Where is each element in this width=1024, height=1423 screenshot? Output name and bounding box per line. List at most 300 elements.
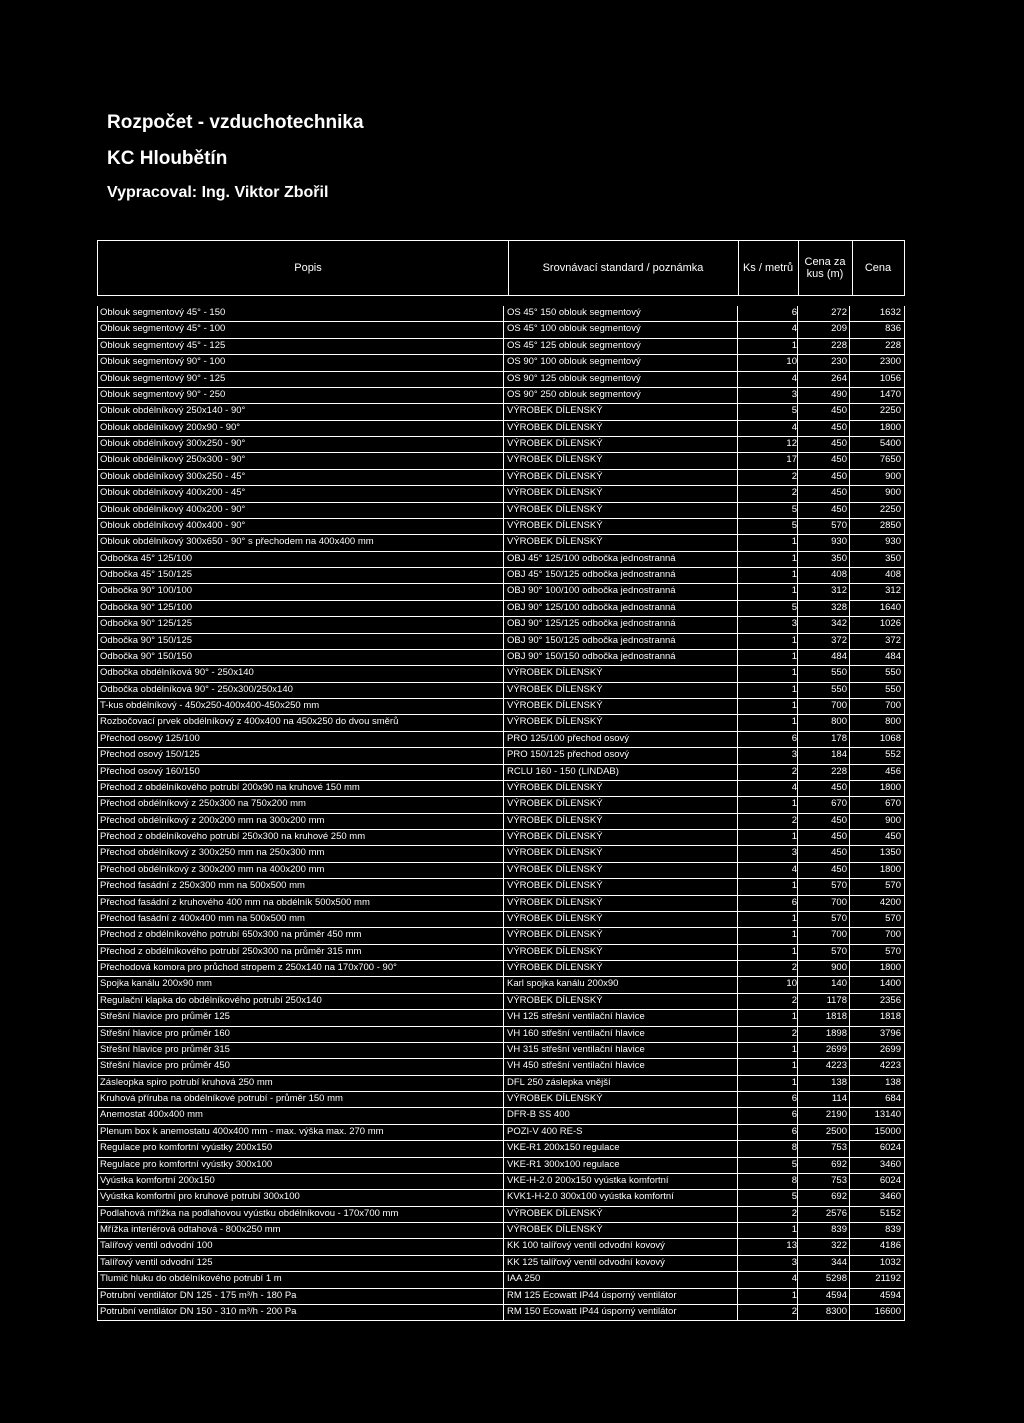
table-row bbox=[97, 1256, 905, 1272]
cell-popis: Odbočka 90° 150/125 bbox=[100, 634, 193, 646]
cell-standard: VÝROBEK DÍLENSKÝ bbox=[507, 519, 603, 531]
cell-popis: Oblouk segmentový 90° - 100 bbox=[100, 356, 226, 368]
cell-standard: VÝROBEK DÍLENSKÝ bbox=[507, 814, 603, 826]
table-row bbox=[97, 339, 905, 355]
cell-standard: VH 450 střešní ventilační hlavice bbox=[507, 1060, 645, 1072]
cell-popis: Přechod z obdélníkového potrubí 250x300 na kruhové 250 mm bbox=[100, 831, 366, 842]
cell-standard: VÝROBEK DÍLENSKÝ bbox=[507, 438, 603, 449]
cell-cena-za: 692 bbox=[831, 1158, 847, 1170]
cell-cena-za: 184 bbox=[831, 749, 847, 761]
cell-standard: OBJ 90° 150/150 odbočka jednostranná bbox=[507, 650, 676, 662]
cell-ks: 5 bbox=[791, 1191, 797, 1203]
cell-popis: Plenum box k anemostatu 400x400 mm - max. výška max. 270 mm bbox=[100, 1125, 384, 1137]
cell-cena: 5400 bbox=[879, 438, 901, 449]
table-row bbox=[97, 1239, 905, 1255]
cell-cena-za: 930 bbox=[831, 536, 847, 548]
table-row bbox=[97, 650, 905, 666]
cell-cena: 3460 bbox=[879, 1191, 901, 1203]
cell-cena-za: 350 bbox=[831, 552, 847, 564]
cell-cena-za: 450 bbox=[831, 781, 847, 793]
cell-popis: Střešní hlavice pro průměr 160 bbox=[100, 1027, 230, 1039]
table-row bbox=[97, 666, 905, 682]
cell-popis: Kruhová příruba na obdélníkové potrubí - průměr 150 mm bbox=[100, 1093, 343, 1104]
cell-cena-za: 550 bbox=[831, 683, 847, 695]
header-ks: Ks / metrů bbox=[742, 262, 794, 274]
cell-ks: 1 bbox=[791, 945, 797, 957]
cell-standard: VÝROBEK DÍLENSKÝ bbox=[507, 863, 603, 875]
cell-ks: 10 bbox=[786, 978, 797, 990]
cell-standard: VÝROBEK DÍLENSKÝ bbox=[507, 470, 603, 482]
cell-standard: OS 45° 150 oblouk segmentový bbox=[507, 307, 641, 318]
cell-cena: 836 bbox=[885, 323, 901, 335]
cell-cena-za: 1818 bbox=[825, 1011, 847, 1023]
cell-popis: Odbočka 90° 125/100 bbox=[100, 601, 193, 613]
table-row bbox=[97, 830, 905, 846]
cell-ks: 2 bbox=[791, 814, 797, 826]
table-row bbox=[97, 863, 905, 879]
cell-cena: 2300 bbox=[879, 356, 901, 368]
cell-ks: 1 bbox=[791, 1076, 797, 1088]
cell-popis: Oblouk segmentový 45° - 125 bbox=[100, 339, 226, 351]
cell-standard: OBJ 45° 125/100 odbočka jednostranná bbox=[507, 552, 676, 564]
cell-standard: RCLU 160 - 150 (LINDAB) bbox=[507, 765, 619, 777]
cell-standard: VÝROBEK DÍLENSKÝ bbox=[507, 896, 603, 908]
cell-standard: IAA 250 bbox=[507, 1273, 541, 1285]
cell-popis: Anemostat 400x400 mm bbox=[100, 1109, 203, 1121]
cell-ks: 1 bbox=[791, 716, 797, 728]
cell-ks: 3 bbox=[791, 847, 797, 859]
cell-cena: 6024 bbox=[879, 1174, 901, 1186]
cell-ks: 1 bbox=[791, 1043, 797, 1055]
cell-cena-za: 140 bbox=[831, 978, 847, 990]
cell-cena-za: 450 bbox=[831, 814, 847, 826]
table-row bbox=[97, 568, 905, 584]
table-row bbox=[97, 535, 905, 551]
cell-ks: 3 bbox=[791, 618, 797, 630]
cell-standard: PRO 125/100 přechod osový bbox=[507, 732, 629, 744]
cell-cena-za: 344 bbox=[831, 1256, 847, 1268]
document-title: Rozpočet - vzduchotechnika bbox=[107, 112, 364, 133]
cell-standard: PRO 150/125 přechod osový bbox=[507, 749, 629, 761]
cell-cena-za: 2190 bbox=[825, 1109, 847, 1121]
cell-ks: 5 bbox=[791, 519, 797, 531]
table-row bbox=[97, 732, 905, 748]
cell-cena: 4594 bbox=[879, 1289, 901, 1301]
cell-cena: 839 bbox=[885, 1224, 901, 1235]
cell-standard: VÝROBEK DÍLENSKÝ bbox=[507, 716, 603, 728]
cell-cena: 6024 bbox=[879, 1142, 901, 1154]
cell-ks: 4 bbox=[791, 1273, 797, 1285]
cell-cena: 5152 bbox=[879, 1207, 901, 1219]
cell-standard: OS 90° 100 oblouk segmentový bbox=[507, 356, 641, 368]
cell-ks: 17 bbox=[786, 454, 797, 466]
cell-cena: 350 bbox=[885, 552, 901, 564]
table-row bbox=[97, 797, 905, 813]
cell-standard: VH 315 střešní ventilační hlavice bbox=[507, 1043, 645, 1055]
cell-cena-za: 138 bbox=[831, 1076, 847, 1088]
table-row bbox=[97, 994, 905, 1010]
cell-cena: 552 bbox=[885, 749, 901, 761]
cell-ks: 1 bbox=[791, 912, 797, 924]
cell-popis: Střešní hlavice pro průměr 450 bbox=[100, 1060, 230, 1072]
cell-cena-za: 450 bbox=[831, 831, 847, 842]
cell-standard: OBJ 90° 100/100 odbočka jednostranná bbox=[507, 585, 676, 597]
header-cena-za: Cena za kus (m) bbox=[804, 256, 846, 280]
cell-cena-za: 408 bbox=[831, 569, 847, 580]
cell-standard: KK 100 talířový ventil odvodní kovový bbox=[507, 1240, 665, 1252]
cell-popis: Přechod osový 125/100 bbox=[100, 732, 200, 744]
cell-cena: 228 bbox=[885, 339, 901, 351]
cell-standard: OS 45° 125 oblouk segmentový bbox=[507, 339, 641, 351]
cell-cena-za: 550 bbox=[831, 667, 847, 679]
author-line: Vypracoval: Ing. Viktor Zbořil bbox=[107, 184, 329, 201]
cell-cena: 1056 bbox=[879, 372, 901, 384]
cell-cena-za: 570 bbox=[831, 880, 847, 892]
cell-cena-za: 264 bbox=[831, 372, 847, 384]
cell-popis: Střešní hlavice pro průměr 315 bbox=[100, 1043, 230, 1055]
table-row bbox=[97, 1190, 905, 1206]
header-standard: Srovnávací standard / poznámka bbox=[542, 262, 704, 274]
cell-cena-za: 484 bbox=[831, 650, 847, 662]
cell-ks: 1 bbox=[791, 798, 797, 810]
cell-cena: 550 bbox=[885, 667, 901, 679]
cell-cena-za: 450 bbox=[831, 405, 847, 417]
table-row bbox=[97, 683, 905, 699]
cell-standard: VÝROBEK DÍLENSKÝ bbox=[507, 487, 603, 499]
table-row bbox=[97, 699, 905, 715]
cell-ks: 6 bbox=[791, 732, 797, 744]
cell-cena: 1818 bbox=[879, 1011, 901, 1023]
table-row bbox=[97, 1108, 905, 1124]
cell-standard: OS 90° 250 oblouk segmentový bbox=[507, 388, 641, 400]
table-row bbox=[97, 781, 905, 797]
cell-cena: 2250 bbox=[879, 503, 901, 515]
cell-ks: 2 bbox=[791, 765, 797, 777]
cell-cena: 570 bbox=[885, 912, 901, 924]
table-row bbox=[97, 1223, 905, 1239]
cell-cena: 570 bbox=[885, 880, 901, 892]
cell-popis: Oblouk obdélníkový 300x250 - 45° bbox=[100, 470, 246, 482]
cell-cena: 7650 bbox=[879, 454, 901, 466]
cell-popis: Vyústka komfortní 200x150 bbox=[100, 1174, 215, 1186]
cell-standard: OBJ 90° 150/125 odbočka jednostranná bbox=[507, 634, 676, 646]
budget-table bbox=[97, 306, 905, 1321]
cell-cena: 372 bbox=[885, 634, 901, 646]
cell-ks: 2 bbox=[791, 1027, 797, 1039]
cell-cena-za: 800 bbox=[831, 716, 847, 728]
cell-ks: 6 bbox=[791, 1125, 797, 1137]
cell-cena-za: 8300 bbox=[825, 1305, 847, 1317]
cell-standard: Karl spojka kanálu 200x90 bbox=[507, 978, 619, 990]
cell-ks: 2 bbox=[791, 1207, 797, 1219]
cell-cena: 1032 bbox=[879, 1256, 901, 1268]
cell-standard: VÝROBEK DÍLENSKÝ bbox=[507, 945, 603, 957]
table-row bbox=[97, 503, 905, 519]
table-row bbox=[97, 1027, 905, 1043]
cell-ks: 1 bbox=[791, 634, 797, 646]
cell-ks: 1 bbox=[791, 929, 797, 941]
table-row bbox=[97, 519, 905, 535]
cell-cena: 312 bbox=[885, 585, 901, 597]
cell-standard: VÝROBEK DÍLENSKÝ bbox=[507, 847, 603, 859]
table-row bbox=[97, 1289, 905, 1305]
cell-ks: 13 bbox=[786, 1240, 797, 1252]
cell-ks: 4 bbox=[791, 323, 797, 335]
cell-popis: T-kus obdélníkový - 450x250-400x400-450x250 mm bbox=[100, 700, 320, 711]
table-row bbox=[97, 846, 905, 862]
cell-cena: 2356 bbox=[879, 994, 901, 1006]
cell-cena: 900 bbox=[885, 814, 901, 826]
cell-ks: 1 bbox=[791, 667, 797, 679]
table-row bbox=[97, 486, 905, 502]
cell-ks: 1 bbox=[791, 536, 797, 548]
cell-cena-za: 342 bbox=[831, 618, 847, 630]
cell-popis: Odbočka 90° 100/100 bbox=[100, 585, 193, 597]
cell-popis: Oblouk obdélníkový 200x90 - 90° bbox=[100, 421, 241, 433]
table-row bbox=[97, 421, 905, 437]
cell-cena-za: 114 bbox=[831, 1093, 847, 1104]
cell-standard: RM 125 Ecowatt IP44 úsporný ventilátor bbox=[507, 1289, 677, 1301]
cell-popis: Přechod osový 150/125 bbox=[100, 749, 200, 761]
table-row bbox=[97, 961, 905, 977]
cell-popis: Regulace pro komfortní vyústky 300x100 bbox=[100, 1158, 273, 1170]
cell-popis: Střešní hlavice pro průměr 125 bbox=[100, 1011, 230, 1023]
cell-ks: 2 bbox=[791, 1305, 797, 1317]
cell-standard: DFL 250 záslepka vnější bbox=[507, 1076, 611, 1088]
cell-ks: 1 bbox=[791, 683, 797, 695]
cell-cena: 700 bbox=[885, 700, 901, 711]
cell-ks: 1 bbox=[791, 880, 797, 892]
cell-cena-za: 570 bbox=[831, 519, 847, 531]
cell-popis: Rozbočovací prvek obdélníkový z 400x400 na 450x250 do dvou směrů bbox=[100, 716, 399, 728]
cell-standard: VÝROBEK DÍLENSKÝ bbox=[507, 683, 603, 695]
cell-standard: POZI-V 400 RE-S bbox=[507, 1125, 583, 1137]
cell-ks: 4 bbox=[791, 863, 797, 875]
cell-cena-za: 230 bbox=[831, 356, 847, 368]
cell-popis: Přechod fasádní z 250x300 mm na 500x500 mm bbox=[100, 880, 305, 892]
cell-popis: Odbočka 45° 150/125 bbox=[100, 569, 193, 580]
cell-standard: VÝROBEK DÍLENSKÝ bbox=[507, 421, 603, 433]
cell-cena-za: 209 bbox=[831, 323, 847, 335]
cell-cena: 4200 bbox=[879, 896, 901, 908]
table-row bbox=[97, 1092, 905, 1108]
cell-ks: 1 bbox=[791, 1289, 797, 1301]
cell-cena: 456 bbox=[885, 765, 901, 777]
cell-cena-za: 2576 bbox=[825, 1207, 847, 1219]
cell-cena-za: 570 bbox=[831, 912, 847, 924]
cell-ks: 1 bbox=[791, 585, 797, 597]
cell-cena-za: 753 bbox=[831, 1174, 847, 1186]
cell-cena: 2850 bbox=[879, 519, 901, 531]
cell-ks: 2 bbox=[791, 487, 797, 499]
cell-ks: 1 bbox=[791, 650, 797, 662]
cell-ks: 4 bbox=[791, 781, 797, 793]
cell-ks: 2 bbox=[791, 470, 797, 482]
cell-cena-za: 450 bbox=[831, 470, 847, 482]
cell-popis: Podlahová mřížka na podlahovou vyústku obdélníkovou - 170x700 mm bbox=[100, 1207, 399, 1219]
cell-standard: VÝROBEK DÍLENSKÝ bbox=[507, 405, 603, 417]
cell-cena: 16600 bbox=[874, 1305, 901, 1317]
cell-cena: 684 bbox=[885, 1093, 901, 1104]
table-row bbox=[97, 322, 905, 338]
cell-cena: 670 bbox=[885, 798, 901, 810]
cell-standard: VÝROBEK DÍLENSKÝ bbox=[507, 700, 603, 711]
table-row bbox=[97, 1076, 905, 1092]
cell-popis: Přechod z obdélníkového potrubí 250x300 na průměr 315 mm bbox=[100, 945, 362, 957]
cell-popis: Oblouk segmentový 45° - 100 bbox=[100, 323, 226, 335]
cell-cena-za: 839 bbox=[831, 1224, 847, 1235]
cell-cena: 3460 bbox=[879, 1158, 901, 1170]
cell-cena: 900 bbox=[885, 487, 901, 499]
table-row bbox=[97, 1158, 905, 1174]
cell-cena: 4223 bbox=[879, 1060, 901, 1072]
table-row bbox=[97, 404, 905, 420]
cell-standard: VÝROBEK DÍLENSKÝ bbox=[507, 798, 603, 810]
cell-standard: VÝROBEK DÍLENSKÝ bbox=[507, 781, 603, 793]
table-row bbox=[97, 896, 905, 912]
table-row bbox=[97, 388, 905, 404]
table-row bbox=[97, 977, 905, 993]
cell-popis: Přechod obdélníkový z 300x200 mm na 400x200 mm bbox=[100, 863, 325, 875]
table-row bbox=[97, 437, 905, 453]
table-row bbox=[97, 355, 905, 371]
cell-cena-za: 372 bbox=[831, 634, 847, 646]
cell-cena: 13140 bbox=[874, 1109, 901, 1121]
cell-popis: Tlumič hluku do obdélníkového potrubí 1 m bbox=[100, 1273, 282, 1285]
cell-popis: Přechod z obdélníkového potrubí 200x90 na kruhové 150 mm bbox=[100, 781, 360, 793]
cell-cena-za: 1178 bbox=[826, 994, 847, 1006]
cell-popis: Odbočka 45° 125/100 bbox=[100, 552, 193, 564]
cell-cena: 21192 bbox=[875, 1273, 901, 1285]
cell-ks: 1 bbox=[791, 700, 797, 711]
table-row bbox=[97, 928, 905, 944]
cell-cena: 450 bbox=[885, 831, 901, 842]
cell-popis: Odbočka 90° 150/150 bbox=[100, 650, 193, 662]
table-row bbox=[97, 1125, 905, 1141]
cell-ks: 3 bbox=[791, 749, 797, 761]
cell-popis: Oblouk segmentový 90° - 250 bbox=[100, 388, 226, 400]
cell-popis: Přechod fasádní z 400x400 mm na 500x500 mm bbox=[100, 912, 305, 924]
cell-cena-za: 450 bbox=[831, 438, 847, 449]
cell-ks: 1 bbox=[791, 1224, 797, 1235]
cell-standard: VÝROBEK DÍLENSKÝ bbox=[507, 880, 603, 892]
cell-popis: Oblouk segmentový 45° - 150 bbox=[100, 307, 226, 318]
cell-ks: 5 bbox=[791, 503, 797, 515]
cell-popis: Vyústka komfortní pro kruhové potrubí 300x100 bbox=[100, 1191, 300, 1203]
cell-cena: 1800 bbox=[879, 863, 901, 875]
cell-standard: VÝROBEK DÍLENSKÝ bbox=[507, 962, 603, 973]
cell-cena-za: 450 bbox=[831, 847, 847, 859]
cell-popis: Odbočka 90° 125/125 bbox=[100, 618, 193, 630]
cell-ks: 6 bbox=[791, 307, 797, 318]
cell-ks: 6 bbox=[791, 896, 797, 908]
table-row bbox=[97, 879, 905, 895]
cell-ks: 1 bbox=[791, 339, 797, 351]
table-row bbox=[97, 634, 905, 650]
cell-popis: Přechod fasádní z kruhového 400 mm na obdélník 500x500 mm bbox=[100, 896, 370, 908]
table-row bbox=[97, 1174, 905, 1190]
cell-cena-za: 322 bbox=[831, 1240, 847, 1252]
cell-cena-za: 670 bbox=[831, 798, 847, 810]
cell-popis: Regulační klapka do obdélníkového potrubí 250x140 bbox=[100, 994, 322, 1006]
cell-ks: 3 bbox=[791, 1256, 797, 1268]
table-row bbox=[97, 945, 905, 961]
cell-ks: 6 bbox=[791, 1109, 797, 1121]
cell-ks: 5 bbox=[791, 601, 797, 613]
cell-popis: Talířový ventil odvodní 125 bbox=[100, 1256, 213, 1268]
cell-popis: Přechod obdélníkový z 200x200 mm na 300x200 mm bbox=[100, 814, 325, 826]
cell-popis: Oblouk obdélníkový 250x140 - 90° bbox=[100, 405, 246, 417]
cell-cena: 800 bbox=[885, 716, 901, 728]
cell-cena-za: 490 bbox=[831, 388, 847, 400]
cell-cena: 408 bbox=[885, 569, 901, 580]
cell-standard: OBJ 90° 125/125 odbočka jednostranná bbox=[507, 618, 676, 630]
cell-cena: 484 bbox=[885, 650, 901, 662]
cell-cena-za: 753 bbox=[831, 1142, 847, 1154]
cell-cena: 15000 bbox=[874, 1125, 901, 1137]
cell-cena: 570 bbox=[885, 945, 901, 957]
cell-cena-za: 692 bbox=[831, 1191, 847, 1203]
cell-cena: 1800 bbox=[879, 781, 901, 793]
cell-standard: VÝROBEK DÍLENSKÝ bbox=[507, 1207, 603, 1219]
cell-popis: Přechodová komora pro průchod stropem z 250x140 na 170x700 - 90° bbox=[100, 962, 397, 973]
cell-cena: 1470 bbox=[879, 388, 901, 400]
cell-popis: Mřížka interiérová odtahová - 800x250 mm bbox=[100, 1224, 281, 1235]
cell-cena-za: 272 bbox=[831, 307, 847, 318]
cell-popis: Odbočka obdélníková 90° - 250x140 bbox=[100, 667, 254, 679]
cell-popis: Oblouk obdélníkový 300x250 - 90° bbox=[100, 438, 246, 449]
cell-ks: 8 bbox=[791, 1174, 797, 1186]
cell-ks: 12 bbox=[786, 438, 797, 449]
cell-cena-za: 900 bbox=[831, 962, 847, 973]
cell-ks: 3 bbox=[791, 388, 797, 400]
cell-standard: VKE-H-2.0 200x150 vyústka komfortní bbox=[507, 1174, 669, 1186]
cell-ks: 1 bbox=[791, 1060, 797, 1072]
table-row bbox=[97, 748, 905, 764]
table-row bbox=[97, 552, 905, 568]
table-row bbox=[97, 1141, 905, 1157]
cell-popis: Potrubní ventilátor DN 150 - 310 m³/h - 200 Pa bbox=[100, 1305, 297, 1317]
cell-popis: Zásleopka spiro potrubí kruhová 250 mm bbox=[100, 1076, 273, 1088]
cell-cena: 1026 bbox=[879, 618, 901, 630]
cell-cena-za: 450 bbox=[831, 421, 847, 433]
cell-ks: 2 bbox=[791, 994, 797, 1006]
cell-ks: 4 bbox=[791, 372, 797, 384]
cell-cena: 1800 bbox=[879, 421, 901, 433]
cell-popis: Přechod z obdélníkového potrubí 650x300 na průměr 450 mm bbox=[100, 929, 362, 941]
cell-cena-za: 178 bbox=[831, 732, 847, 744]
cell-popis: Oblouk obdélníkový 400x200 - 45° bbox=[100, 487, 246, 499]
table-row bbox=[97, 306, 905, 322]
header-cena: Cena bbox=[864, 262, 892, 274]
cell-popis: Přechod obdélníkový z 300x250 mm na 250x300 mm bbox=[100, 847, 325, 859]
cell-cena: 3796 bbox=[879, 1027, 901, 1039]
cell-standard: VÝROBEK DÍLENSKÝ bbox=[507, 503, 603, 515]
cell-cena-za: 700 bbox=[831, 896, 847, 908]
cell-cena: 1068 bbox=[879, 732, 901, 744]
cell-cena-za: 2699 bbox=[825, 1043, 847, 1055]
cell-ks: 5 bbox=[791, 1158, 797, 1170]
cell-popis: Oblouk segmentový 90° - 125 bbox=[100, 372, 226, 384]
table-row bbox=[97, 1043, 905, 1059]
cell-standard: VÝROBEK DÍLENSKÝ bbox=[507, 1224, 603, 1235]
cell-ks: 6 bbox=[791, 1093, 797, 1104]
cell-standard: VH 125 střešní ventilační hlavice bbox=[507, 1011, 645, 1023]
cell-ks: 10 bbox=[786, 356, 797, 368]
table-row bbox=[97, 1272, 905, 1288]
cell-popis: Oblouk obdélníkový 400x400 - 90° bbox=[100, 519, 246, 531]
cell-standard: VÝROBEK DÍLENSKÝ bbox=[507, 994, 603, 1006]
